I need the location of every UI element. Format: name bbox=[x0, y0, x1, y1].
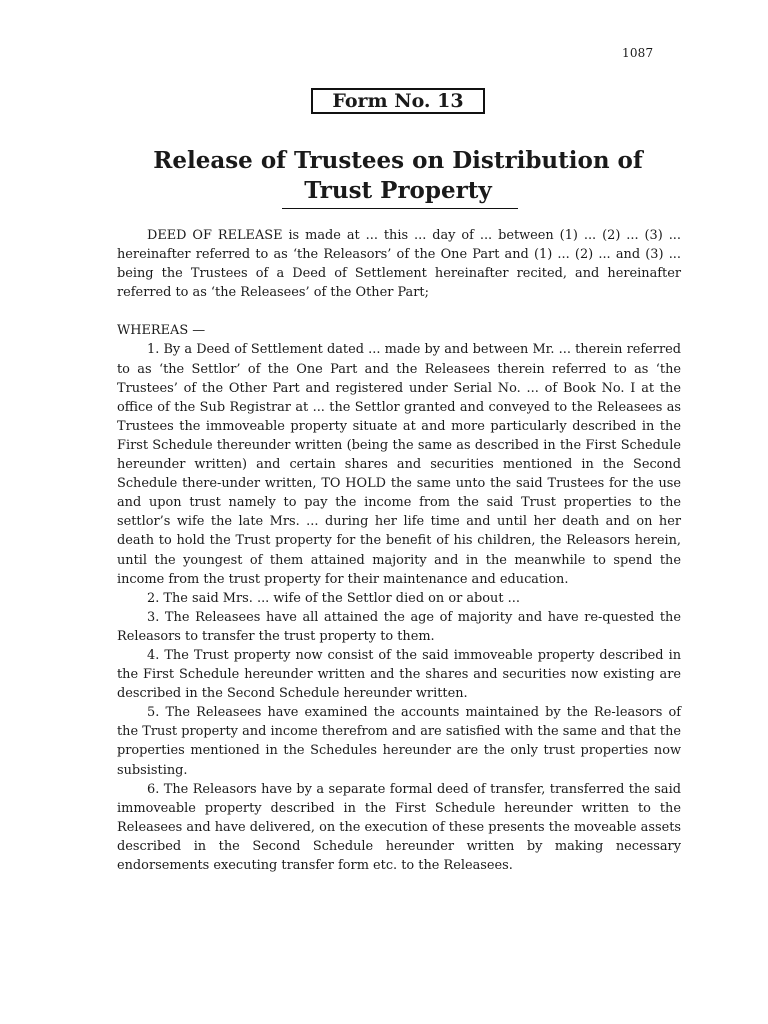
recital-5: 5. The Releasees have examined the accounts maintained by the Re-leasors of the Trust property and income therefrom and are satisfied with the same and that the properties mentioned in the Schedules hereunder are the only trust properties now subsisting. bbox=[117, 705, 681, 778]
deed-body bbox=[117, 226, 681, 875]
title-underline bbox=[282, 208, 518, 209]
recital-1: 1. By a Deed of Settlement dated ... made by and between Mr. ... therein referred to as ‘the Settlor’ of the One Part and the Releasees therein referred to as ‘the Trustees’ of the Other Part and registered under Serial No. ... of Book No. I at the office of the Sub Registrar at ... the Settlor granted and conveyed to the Releasees as Trustees the immoveable property situate at and more particularly described in the First Schedule thereunder written (being the same as described in the First Schedule hereunder written) and certain shares and securities mentioned in the Second Schedule there-under written, TO HOLD the same unto the said Trustees for the use and upon trust namely to pay the income from the said Trust properties to the settlor’s wife the late Mrs. ... during her life time and until her death and on her death to hold the Trust property for the benefit of his children, the Releasors herein, until the youngest of them attained majority and in the meanwhile to spend the income from the trust property for their maintenance and education. bbox=[117, 342, 681, 587]
recital-3: 3. The Releasees have all attained the age of majority and have re-quested the Releasors to transfer the trust property to them. bbox=[117, 609, 681, 644]
recital-6: 6. The Releasors have by a separate formal deed of transfer, transferred the said immoveable property described in the First Schedule hereunder written to the Releasees and have delivered, on the execution of these presents the moveable assets described in the Second Schedule hereunder written by making necessary endorsements executing transfer form etc. to the Releasees. bbox=[117, 781, 681, 873]
form-number-box: Form No. 13 bbox=[311, 88, 485, 114]
paragraph-gap bbox=[117, 302, 681, 321]
page-number: 1087 bbox=[622, 46, 654, 60]
title-line-1: Release of Trustees on Distribution of bbox=[153, 147, 643, 174]
recital-2: 2. The said Mrs. ... wife of the Settlor died on or about ... bbox=[147, 590, 520, 606]
intro-paragraph: DEED OF RELEASE is made at ... this ... day of ... between (1) ... (2) ... (3) ... hereinafter referred to as ‘the Releasors’ of the One Part and (1) ... (2) ... and (3) ... being the Trustees of a Deed of Settlement hereinafter recited, and hereinafter referred to as ‘the Releasees’ of the Other Part; bbox=[117, 228, 681, 301]
recital-4: 4. The Trust property now consist of the said immoveable property described in the First Schedule hereunder written and the shares and securities now existing are described in the Second Schedule hereunder written. bbox=[117, 647, 681, 702]
page-title bbox=[0, 146, 768, 206]
title-line-2: Trust Property bbox=[304, 177, 492, 204]
whereas-heading: WHEREAS — bbox=[117, 323, 206, 339]
